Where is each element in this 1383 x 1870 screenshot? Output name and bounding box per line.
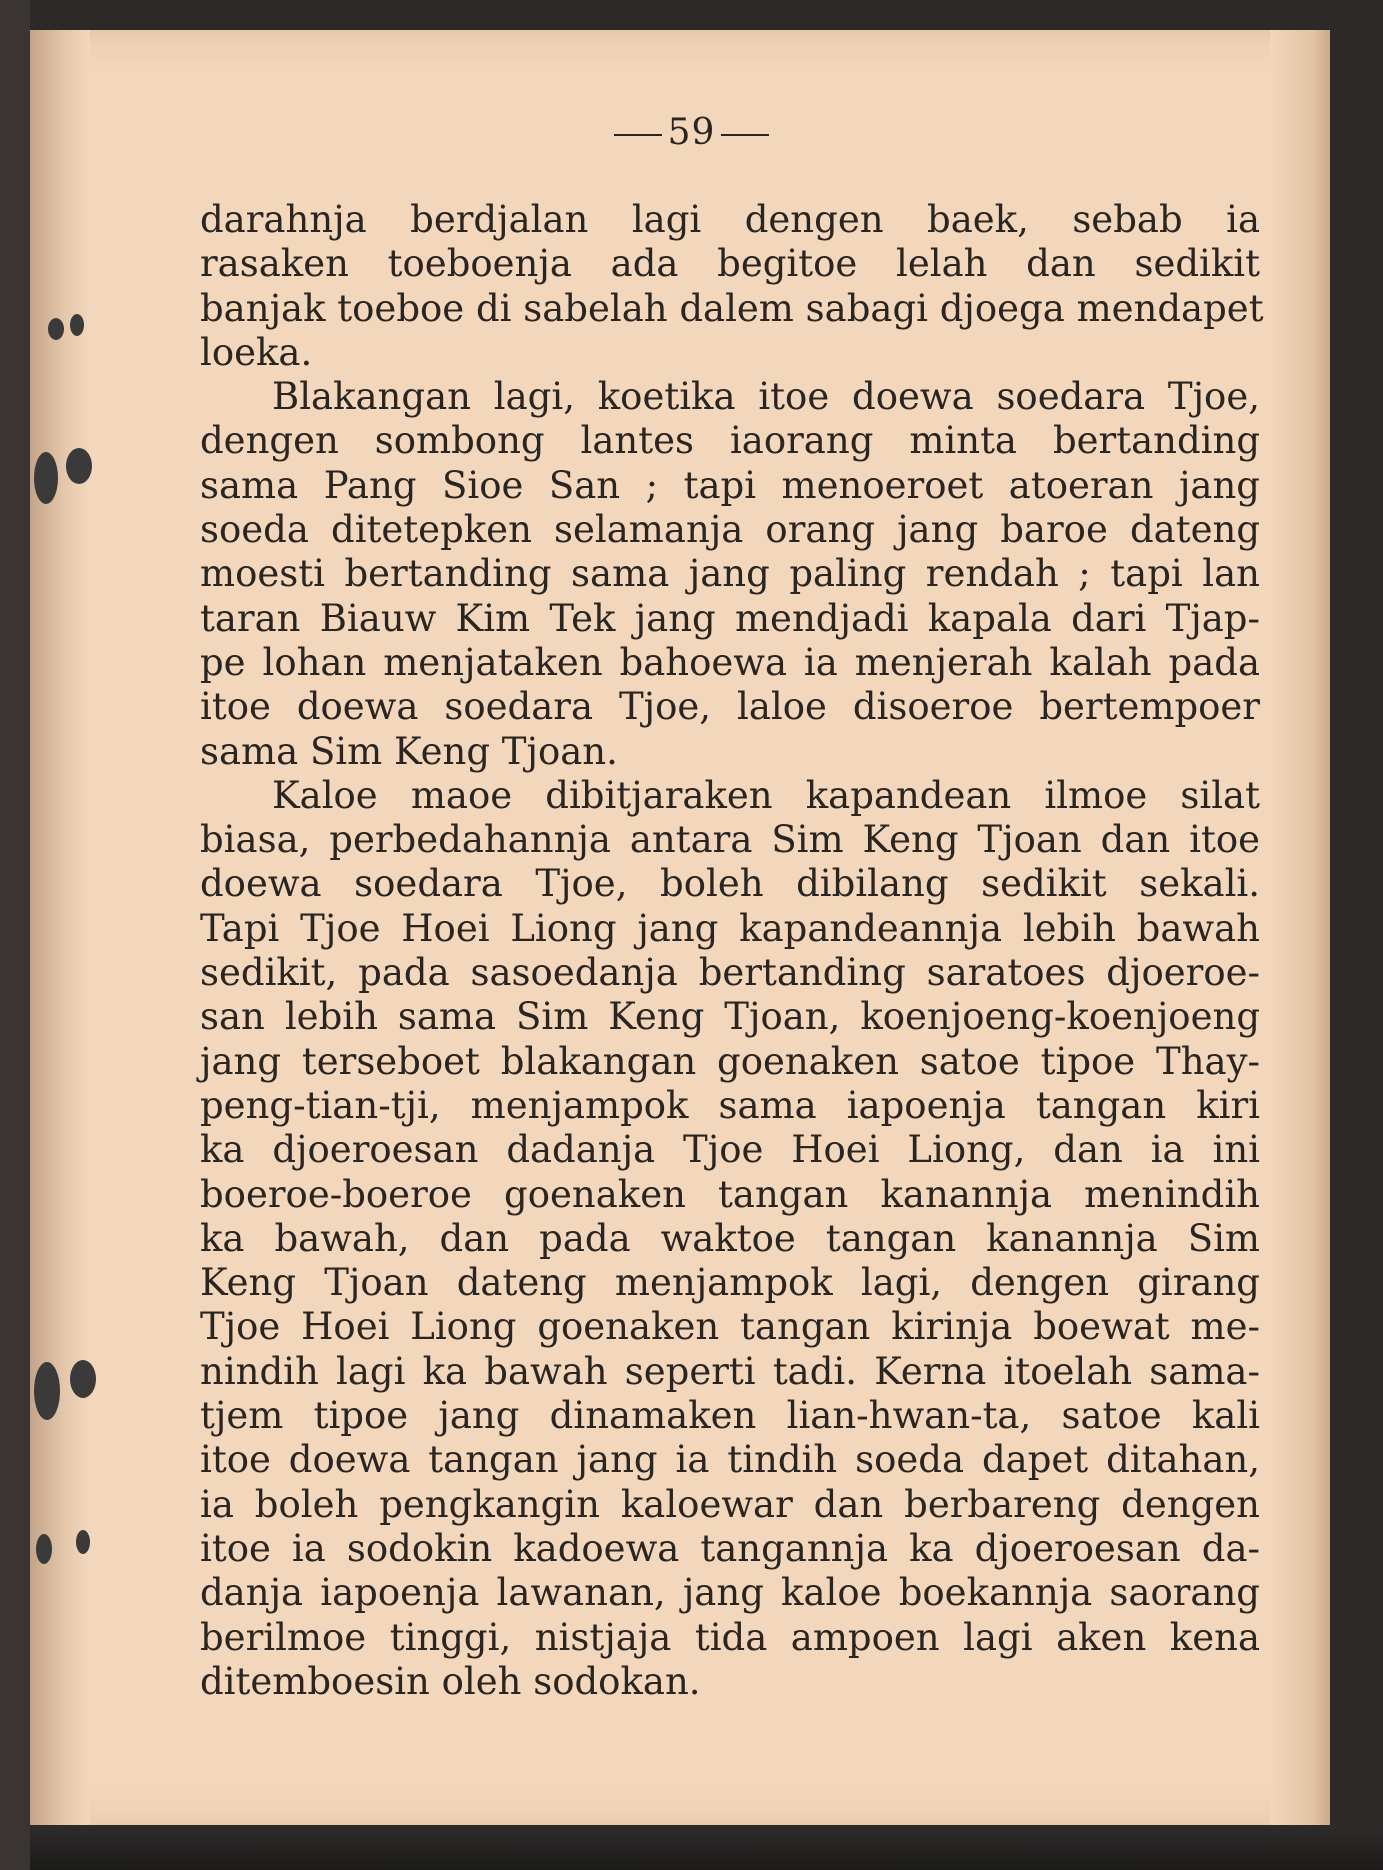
text-line: darahnja berdjalan lagi dengen baek, sebab ia — [200, 198, 1260, 241]
text-line: ka bawah, dan pada waktoe tangan kanannja Sim — [200, 1216, 1260, 1260]
text-line: berilmoe tinggi, nistjaja tida ampoen lagi aken kena — [200, 1615, 1260, 1659]
text-line: itoe ia sodokin kadoewa tangannja ka djoeroesan da- — [200, 1526, 1260, 1570]
binding-hole — [34, 452, 58, 504]
text-line: tjem tipoe jang dinamaken lian-hwan-ta, satoe kali — [200, 1394, 1260, 1438]
bottom-shadow — [30, 1825, 1383, 1870]
text-line: sama Pang Sioe San ; tapi menoeroet atoeran jang — [200, 463, 1260, 507]
text-line: doewa soedara Tjoe, boleh dibilang sedikit sekali. — [200, 862, 1260, 906]
binding-hole — [36, 1534, 52, 1564]
text-line: pe lohan menjataken bahoewa ia menjerah kalah pada — [200, 640, 1260, 684]
binding-hole — [48, 318, 64, 340]
binding-hole — [70, 314, 84, 336]
page-edge — [1270, 30, 1330, 1830]
text-line: soeda ditetepken selamanja orang jang baroe dateng — [200, 508, 1260, 552]
text-line: Keng Tjoan dateng menjampok lagi, dengen girang — [200, 1261, 1260, 1305]
text-line: ditemboesin oleh sodokan. — [200, 1659, 701, 1703]
text-line: loeka. — [200, 330, 313, 374]
text-line: moesti bertanding sama jang paling rendah ; tapi lan — [200, 552, 1260, 596]
text-line: danja iapoenja lawanan, jang kaloe boekannja saorang — [200, 1571, 1260, 1615]
page-number-dash-left — [614, 134, 662, 136]
text-line: taran Biauw Kim Tek jang mendjadi kapala dari Tjap- — [200, 596, 1260, 640]
page-number-dash-right — [721, 134, 769, 136]
binding-holes — [0, 0, 130, 1870]
text-line: dengen sombong lantes iaorang minta bertanding — [200, 419, 1260, 463]
text-line: rasaken toeboenja ada begitoe lelah dan sedikit — [200, 242, 1260, 286]
binding-hole — [34, 1362, 60, 1420]
text-line: banjak toeboe di sabelah dalem sabagi djoega mendapet — [200, 286, 1264, 330]
text-line: itoe doewa tangan jang ia tindih soeda dapet ditahan, — [200, 1438, 1260, 1482]
text-line: peng-tian-tji, menjampok sama iapoenja tangan kiri — [200, 1083, 1260, 1127]
text-line: sama Sim Keng Tjoan. — [200, 729, 618, 773]
text-line: Blakangan lagi, koetika itoe doewa soedara Tjoe, — [272, 375, 1260, 419]
text-line: ka djoeroesan dadanja Tjoe Hoei Liong, dan ia ini — [200, 1128, 1260, 1172]
binding-hole — [66, 448, 92, 484]
text-line: san lebih sama Sim Keng Tjoan, koenjoeng-koenjoeng — [200, 995, 1260, 1039]
text-line: sedikit, pada sasoedanja bertanding saratoes djoeroe- — [200, 951, 1260, 995]
text-line: nindih lagi ka bawah seperti tadi. Kerna itoelah sama- — [200, 1349, 1260, 1393]
text-line: Kaloe maoe dibitjaraken kapandean ilmoe silat — [272, 773, 1260, 817]
page-number — [0, 112, 1383, 153]
body-text — [200, 198, 1264, 1704]
text-line: biasa, perbedahannja antara Sim Keng Tjoan dan itoe — [200, 818, 1260, 862]
text-line: boeroe-boeroe goenaken tangan kanannja menindih — [200, 1172, 1260, 1216]
binding-hole — [70, 1360, 96, 1398]
text-line: jang terseboet blakangan goenaken satoe tipoe Thay- — [200, 1039, 1260, 1083]
text-line: Tapi Tjoe Hoei Liong jang kapandeannja lebih bawah — [200, 906, 1260, 950]
text-line: ia boleh pengkangin kaloewar dan berbareng dengen — [200, 1482, 1260, 1526]
text-line: itoe doewa soedara Tjoe, laloe disoeroe bertempoer — [200, 685, 1260, 729]
binding-hole — [76, 1530, 90, 1554]
text-line: Tjoe Hoei Liong goenaken tangan kirinja boewat me- — [200, 1305, 1260, 1349]
page-number-value: 59 — [667, 112, 716, 153]
